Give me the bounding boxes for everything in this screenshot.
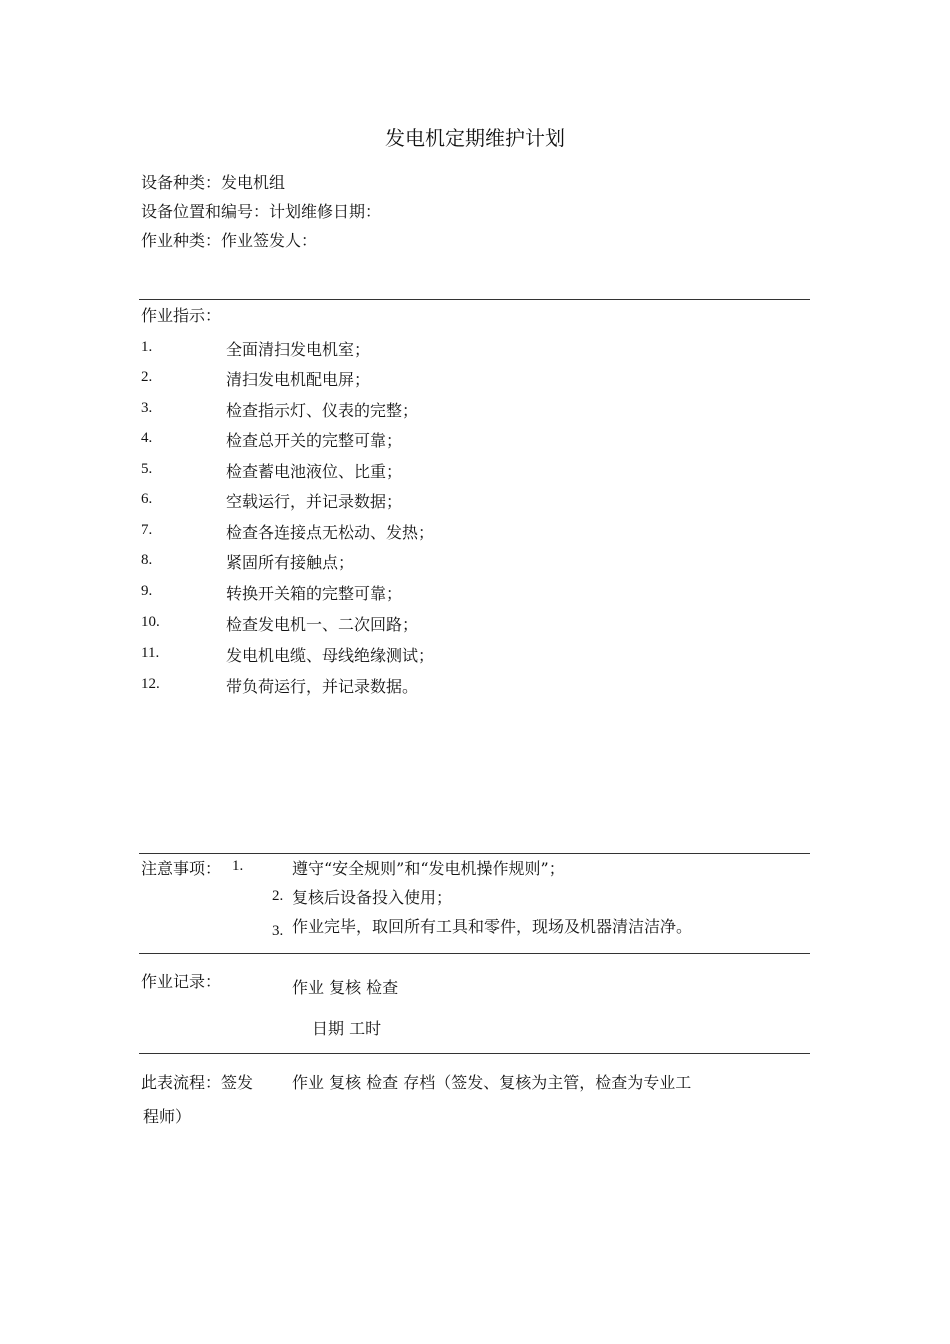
step-number: 12. [141,676,160,692]
divider-flow [139,1053,810,1054]
step-text: 检查发电机一、二次回路； [226,615,419,634]
note-number: 1. [232,858,244,874]
step-text: 检查指示灯、仪表的完整； [226,401,419,420]
flow-continuation: 程师） [143,1107,192,1126]
record-label: 作业记录： [141,972,222,991]
equipment-location-line: 设备位置和编号：计划维修日期： [141,202,382,221]
step-text: 检查蓄电池液位、比重； [226,462,403,481]
step-text: 紧固所有接触点； [226,553,355,572]
step-text: 清扫发电机配电屏； [226,370,371,389]
step-text: 检查总开关的完整可靠； [226,431,403,450]
step-number: 11. [141,645,160,661]
note-text: 遵守“安全规则”和“发电机操作规则”； [292,859,565,878]
instructions-label: 作业指示： [141,306,222,325]
equipment-type-line: 设备种类：发电机组 [141,173,286,192]
step-number: 7. [141,522,153,538]
step-text: 带负荷运行，并记录数据。 [226,677,419,696]
note-text: 作业完毕，取回所有工具和零件，现场及机器清洁洁净。 [292,917,693,936]
flow-text: 作业 复核 检查 存档（签发、复核为主管，检查为专业工 [292,1073,692,1092]
flow-label: 此表流程：签发 [141,1073,254,1092]
step-number: 10. [141,614,160,630]
record-signatures: 作业 复核 检查 [292,978,399,997]
step-text: 转换开关箱的完整可靠； [226,584,403,603]
page-title: 发电机定期维护计划 [385,126,565,150]
note-number: 2. [272,888,284,904]
notes-label: 注意事项： [141,859,222,878]
note-number: 3. [272,923,284,939]
step-text: 空载运行，并记录数据； [226,492,403,511]
step-number: 3. [141,400,153,416]
divider-instructions [139,299,810,300]
step-number: 4. [141,430,153,446]
step-number: 6. [141,491,153,507]
note-text: 复核后设备投入使用； [292,888,453,907]
step-number: 5. [141,461,153,477]
job-type-line: 作业种类：作业签发人： [141,231,318,250]
step-text: 发电机电缆、母线绝缘测试； [226,646,435,665]
step-number: 1. [141,339,153,355]
step-text: 检查各连接点无松动、发热； [226,523,435,542]
step-number: 8. [141,552,153,568]
record-date-hours: 日期 工时 [312,1019,382,1038]
step-number: 9. [141,583,153,599]
divider-record [139,953,810,954]
step-text: 全面清扫发电机室； [226,340,371,359]
divider-notes [139,853,810,854]
step-number: 2. [141,369,153,385]
